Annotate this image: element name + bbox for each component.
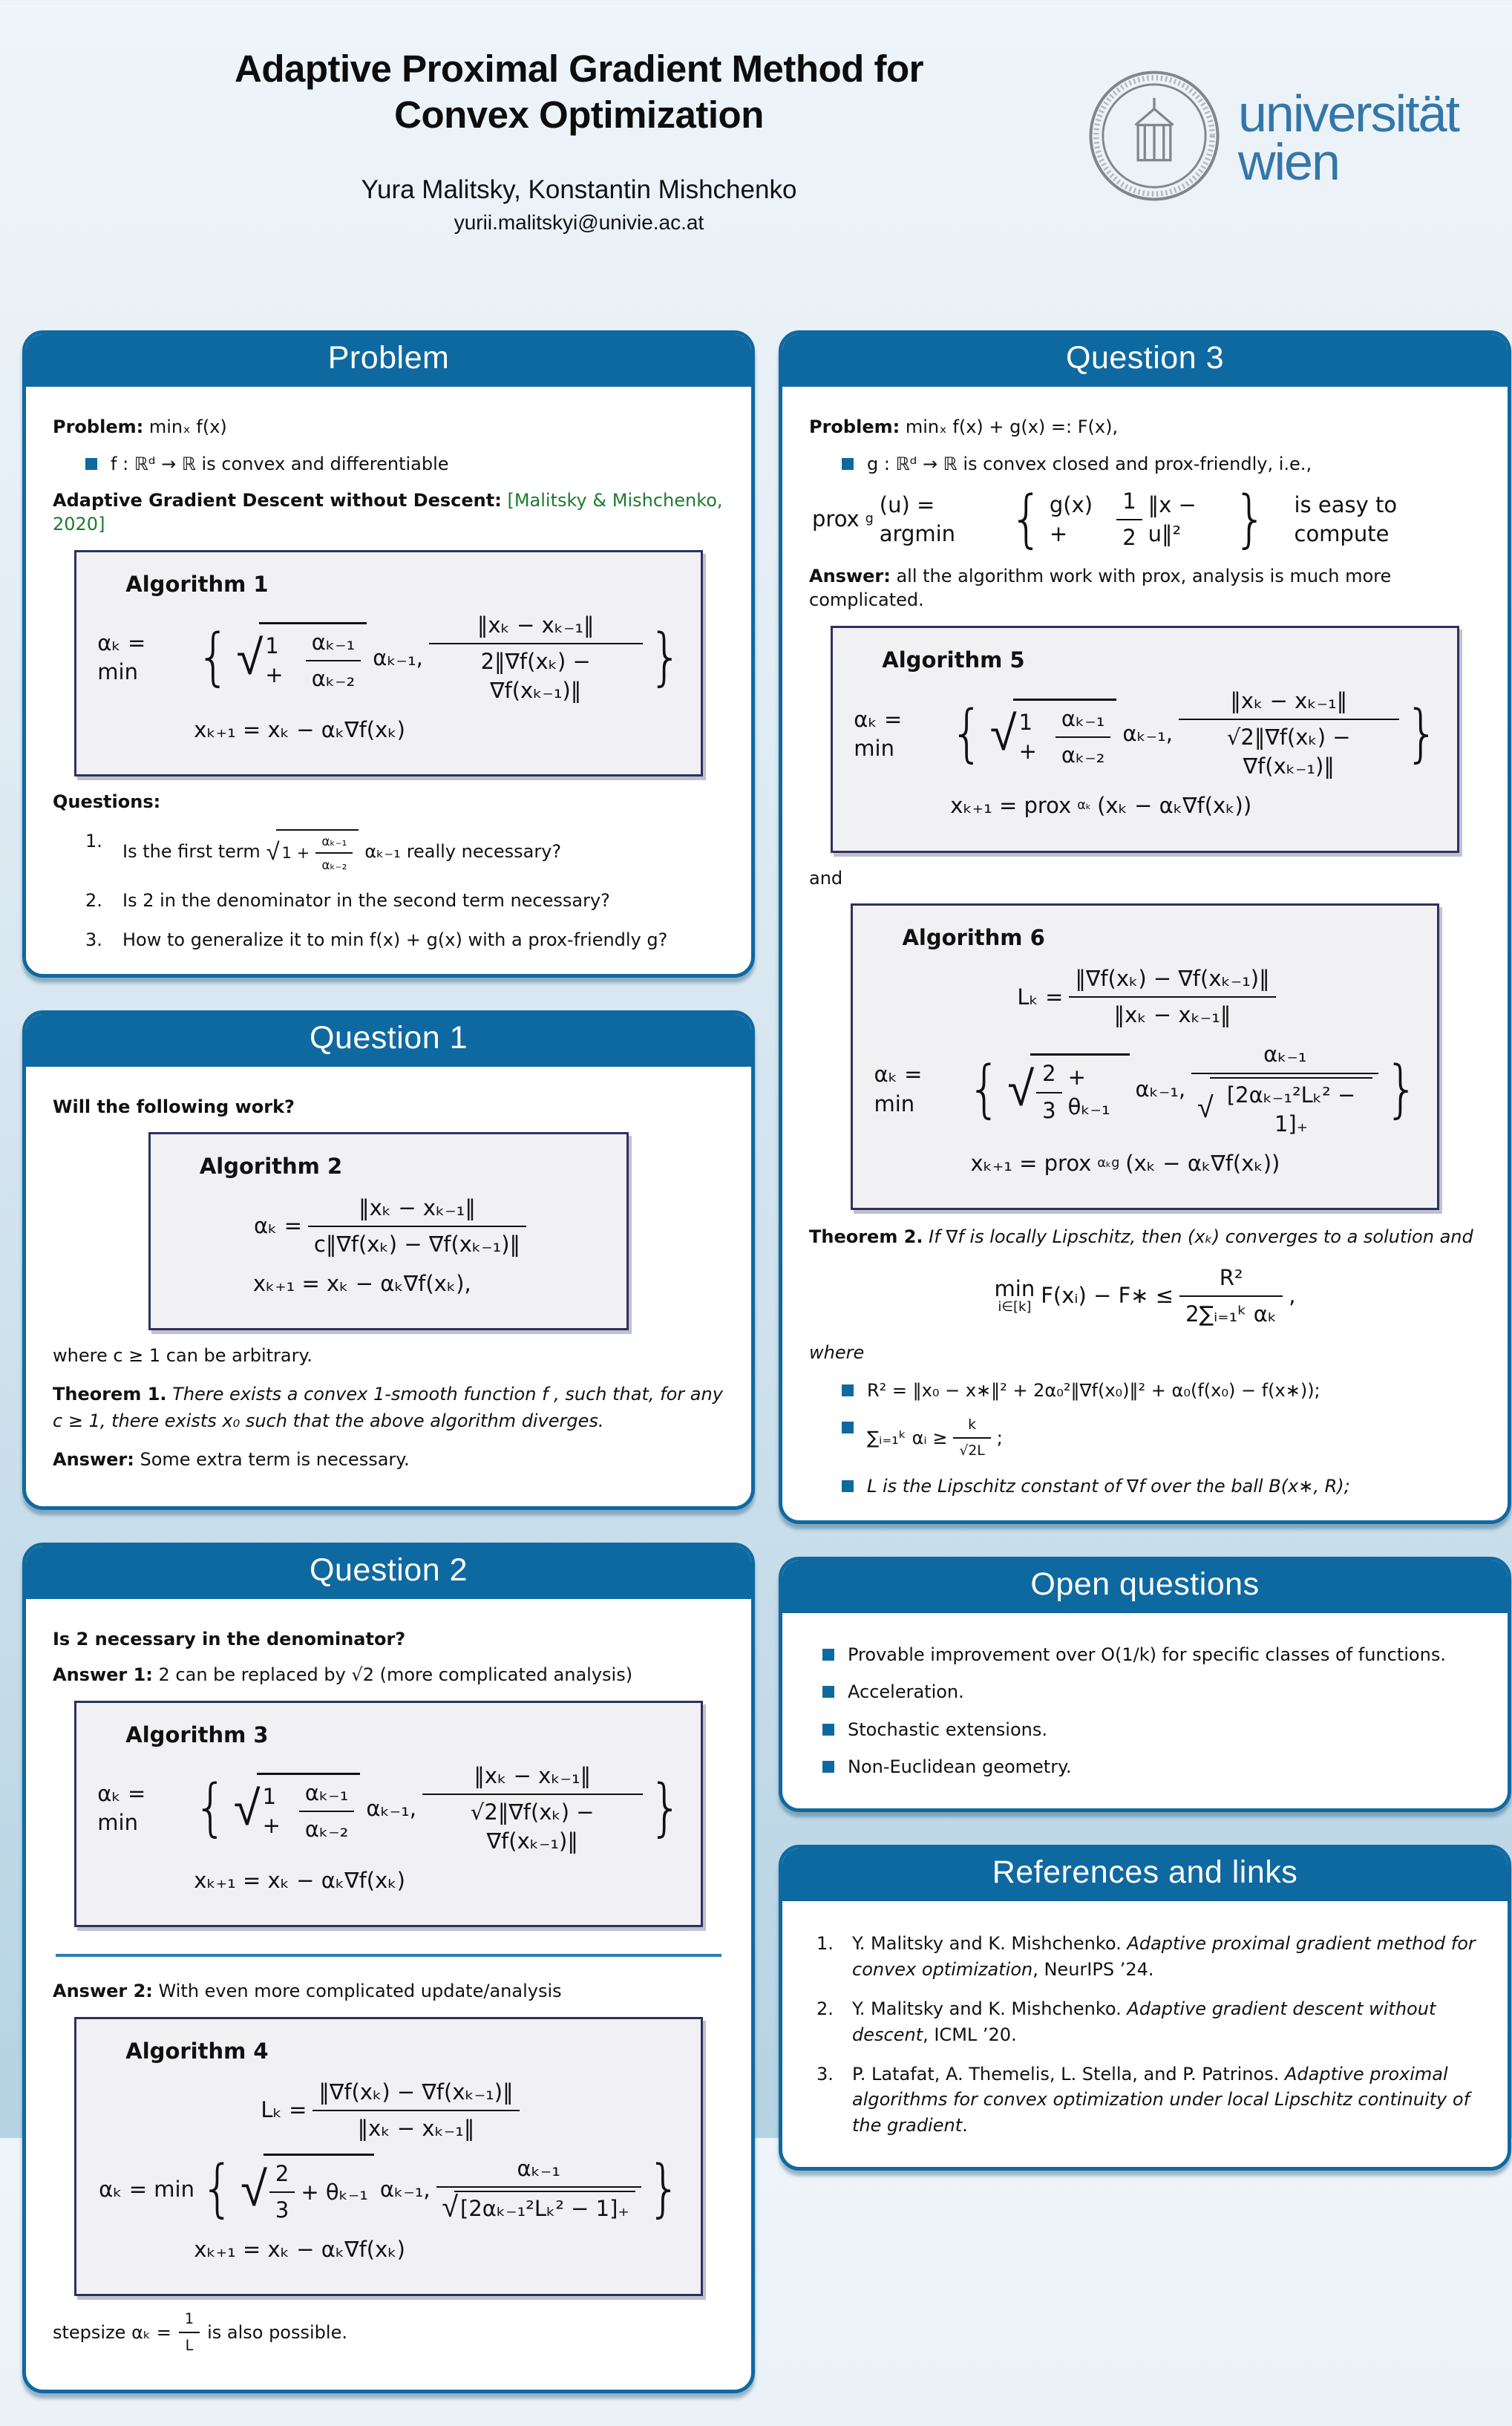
university-wordmark (1237, 85, 1459, 191)
fraction: $\frac{k}{√2L}$ (953, 1416, 990, 1461)
fraction: $\frac{\text{αₖ₋₁}}{\text{αₖ₋₂}}$ (306, 628, 361, 693)
sqrt-radical: √ 1 + $\frac{\text{αₖ₋₁}}{\text{αₖ₋₂}}$ (266, 829, 359, 874)
poster-columns (0, 330, 1512, 2426)
fraction: $\frac{1}{L}$ (179, 2309, 200, 2355)
question3-panel-title: Question 3 (782, 334, 1508, 387)
algorithm4-box (74, 2017, 702, 2297)
algorithm3-name: Algorithm 3 (125, 1722, 269, 1747)
sqrt-sign: √ (233, 1779, 261, 1837)
sqrt-radical: √ [2αₖ₋₁²Lₖ² − 1]₊ (1197, 1077, 1372, 1139)
sqrt-radical: √ 1 + $\frac{\text{αₖ₋₁}}{\text{αₖ₋₂}}$ (234, 1773, 361, 1844)
algorithm4-name: Algorithm 4 (125, 2038, 269, 2064)
sqrt-sign: √ (1007, 1060, 1035, 1117)
question2-panel-title: Question 2 (26, 1546, 751, 1599)
algorithm2-box (148, 1132, 629, 1330)
header-text-block (104, 46, 1054, 235)
question1-panel-title: Question 1 (26, 1014, 751, 1067)
algorithm2-eq1: αₖ = $\frac{\text{‖xₖ − xₖ₋₁‖}}{\text{c‖∇f(xₖ) − ∇f(xₖ₋₁)‖}}$ (171, 1194, 609, 1259)
problem-statement (53, 415, 724, 439)
algorithm4-eq1: Lₖ = $\frac{\text{‖∇f(xₖ) − ∇f(xₖ₋₁)‖}}{\text{‖xₖ − xₖ₋₁‖}}$ (97, 2078, 682, 2143)
question-item-2: 2. Is 2 in the denominator in the second term necessary? (85, 890, 610, 912)
algorithm5-name: Algorithm 5 (882, 647, 1025, 673)
poster-title-line1: Adaptive Proximal Gradient Method for (235, 48, 923, 90)
right-column (779, 330, 1511, 2203)
question-item-1: 1. Is the first term √ 1 + $\frac{\text{αₖ₋₁}}{\text{αₖ₋₂}}$ αₖ₋₁ really necessary? (85, 830, 562, 873)
reference-item-1: 1. Y. Malitsky and K. Mishchenko. Adaptive proximal gradient method for convex optimization, NeurIPS ’24. (816, 1933, 1476, 1981)
reference-item-3: 3. P. Latafat, A. Themelis, L. Stella, and P. Patrinos. Adaptive proximal algorithms for convex optimization under local Lipschitz continuity of the gradient. (816, 2063, 1470, 2136)
algorithm5-box (831, 626, 1459, 853)
min-operator: min i∈[k] (994, 1276, 1035, 1315)
sqrt-sign: √ (266, 837, 280, 866)
sqrt-sign: √ (240, 2160, 267, 2217)
wordmark-line1: universität (1237, 85, 1459, 143)
q1-where: where c ≥ 1 can be arbitrary. (53, 1344, 312, 1366)
wordmark-line2: wien (1237, 132, 1339, 191)
theorem2-bound-eq: min i∈[k] F(xᵢ) − F∗ ≤ $\frac{\text{R²}}{\text{2∑ᵢ₌₁ᵏ αₖ}}$ , (812, 1263, 1478, 1329)
references-title: References and links (782, 1848, 1508, 1901)
question2-panel-body (26, 1599, 751, 2390)
sqrt-radical: √ [2αₖ₋₁²Lₖ² − 1]₊ (442, 2191, 635, 2223)
question1-panel (22, 1010, 755, 1510)
question-item-3: 3. How to generalize it to min f(x) + g(x) with a prox-friendly g? (85, 929, 668, 950)
fraction: $\frac{\text{‖xₖ − xₖ₋₁‖}}{\text{2‖∇f(xₖ) − ∇f(xₖ₋₁)‖}}$ (429, 611, 643, 705)
problem-label: Problem: (53, 416, 144, 437)
prox-definition-eq: prox g (u) = argmin { g(x) + $\frac{1}{2}$ ‖x − u‖² } is easy to compute (812, 483, 1398, 556)
sqrt-sign: √ (236, 629, 264, 686)
bullet-square-icon (842, 1422, 854, 1433)
poster-header (0, 0, 1512, 330)
algorithm5-eq1: αₖ = min { √ 1 + $\frac{\text{αₖ₋₁}}{\text{αₖ₋₂}}$ αₖ₋₁, $\frac{\text{‖xₖ − xₖ₋₁‖}}{\text{√2‖∇f(xₖ) − ∇f(xₖ₋₁)‖}}$ } (854, 687, 1439, 781)
sqrt-radical: √ 1 + $\frac{\text{αₖ₋₁}}{\text{αₖ₋₂}}$ (990, 699, 1117, 770)
stepsize-note: stepsize αₖ = $\frac{1}{L}$ is also possible. (53, 2310, 347, 2355)
theorem2-label: Theorem 2. (809, 1226, 923, 1247)
q1-intro: Will the following work? (53, 1096, 295, 1118)
poster-authors: Yura Malitsky, Konstantin Mishchenko (361, 175, 797, 205)
fraction: αₖ₋₁ √ [2αₖ₋₁²Lₖ² − 1]₊ (436, 2154, 641, 2224)
algorithm2-eq2: xₖ₊₁ = xₖ − αₖ∇f(xₖ), (252, 1270, 471, 1296)
sqrt-content: 1 + (265, 633, 284, 688)
problem-objective: minₓ f(x) (148, 416, 227, 437)
theorem2-text: If ∇f is locally Lipschitz, then (xₖ) converges to a solution and (929, 1226, 1473, 1247)
problem-bullet (85, 452, 724, 476)
algorithm1-box (74, 550, 702, 777)
open-question-item: Stochastic extensions. (822, 1718, 1481, 1742)
q3-bullet: g : ℝᵈ → ℝ is convex closed and prox-friendly, i.e., (842, 452, 1481, 476)
problem-panel-title: Problem (26, 334, 751, 387)
bullet-square-icon (822, 1649, 834, 1661)
eq-lhs: αₖ = min (97, 630, 146, 685)
q2-answer1: Answer 1: 2 can be replaced by √2 (more complicated analysis) (53, 1664, 633, 1686)
algorithm1-name: Algorithm 1 (125, 571, 269, 597)
question3-panel (779, 330, 1511, 1524)
algorithm1-eq1: αₖ = min { √ 1 + $\frac{\text{αₖ₋₁}}{\text{αₖ₋₂}}$ αₖ₋₁, $\frac{\text{‖xₖ − xₖ₋₁‖}}{\text{2‖∇f(xₖ) − ∇f(xₖ₋₁)‖}}$ } (97, 611, 682, 705)
algorithm3-eq2: xₖ₊₁ = xₖ − αₖ∇f(xₖ) (194, 1868, 405, 1894)
bullet-square-icon (85, 458, 97, 470)
subscript: αₖ (1077, 798, 1092, 814)
theorem1 (53, 1381, 724, 1434)
poster-title (104, 46, 1054, 138)
thm2-bullet-3: L is the Lipschitz constant of ∇f over the ball B(x∗, R); (842, 1474, 1481, 1498)
algorithm6-eq3: xₖ₊₁ = prox αₖg (xₖ − αₖ∇f(xₖ)) (970, 1150, 1280, 1176)
algorithm3-box (74, 1701, 702, 1928)
fraction: $\frac{\text{‖xₖ − xₖ₋₁‖}}{\text{c‖∇f(xₖ) − ∇f(xₖ₋₁)‖}}$ (308, 1194, 526, 1259)
poster-title-line2: Convex Optimization (394, 94, 764, 137)
bullet-square-icon (842, 1384, 854, 1396)
theorem1-text: There exists a convex 1-smooth function f , such that, for any c ≥ 1, there exists x₀ such that the above algorithm diverges. (53, 1384, 723, 1432)
sqrt-radical: √ $\frac{2}{3}$ + θₖ₋₁ (240, 2154, 374, 2225)
fraction: $\frac{\text{αₖ₋₁}}{\text{αₖ₋₂}}$ (1056, 704, 1110, 770)
open-question-item: Acceleration. (822, 1680, 1481, 1704)
problem-panel (22, 330, 755, 978)
agd-line (53, 488, 724, 537)
open-question-item: Provable improvement over O(1/k) for specific classes of functions. (822, 1643, 1481, 1667)
agd-citation: [Malitsky & Mishchenko, 2020] (53, 489, 723, 535)
q3-answer: Answer: all the algorithm work with prox, analysis is much more complicated. (809, 566, 1392, 611)
problem-bullet-text: f : ℝᵈ → ℝ is convex and differentiable (111, 454, 449, 475)
left-column (22, 330, 755, 2426)
theorem2 (809, 1223, 1481, 1250)
algorithm3-eq1: αₖ = min { √ 1 + $\frac{\text{αₖ₋₁}}{\text{αₖ₋₂}}$ αₖ₋₁, $\frac{\text{‖xₖ − xₖ₋₁‖}}{\text{√2‖∇f(xₖ) − ∇f(xₖ₋₁)‖}}$ } (97, 1762, 682, 1856)
algorithm6-eq2: αₖ = min { √ $\frac{2}{3}$ + θₖ₋₁ αₖ₋₁, αₖ₋₁ √ [2αₖ₋₁²Lₖ² − 1]₊ } (874, 1040, 1418, 1138)
open-questions-panel (779, 1557, 1511, 1813)
algorithm5-eq2: xₖ₊₁ = prox αₖ (xₖ − αₖ∇f(xₖ)) (950, 793, 1252, 819)
theorem1-label: Theorem 1. (53, 1384, 167, 1405)
q1-answer: Answer: Some extra term is necessary. (53, 1449, 410, 1471)
where-label: where (809, 1342, 865, 1364)
bullet-square-icon (822, 1724, 834, 1736)
algorithm4-eq3: xₖ₊₁ = xₖ − αₖ∇f(xₖ) (194, 2237, 405, 2263)
problem-panel-body (26, 387, 751, 974)
poster-email: yurii.malitskyi@univie.ac.at (454, 211, 704, 235)
thm2-bullet-2: ∑ᵢ₌₁ᵏ αᵢ ≥ $\frac{k}{√2L}$ ; (842, 1416, 1481, 1461)
open-questions-body (782, 1613, 1508, 1809)
sqrt-radical (236, 622, 367, 693)
bullet-square-icon (842, 458, 854, 470)
and-connector: and (809, 867, 843, 889)
q2-intro: Is 2 necessary in the denominator? (53, 1628, 406, 1650)
university-seal-icon (1087, 68, 1222, 207)
bullet-square-icon (822, 1761, 834, 1773)
agd-label: Adaptive Gradient Descent without Descent: (53, 489, 502, 511)
fraction: $\frac{\text{αₖ₋₁}}{\text{αₖ₋₂}}$ (315, 833, 353, 874)
open-questions-title: Open questions (782, 1560, 1508, 1613)
algorithm4-eq2: αₖ = min { √ $\frac{2}{3}$ + θₖ₋₁ αₖ₋₁, αₖ₋₁ √ [2αₖ₋₁²Lₖ² − 1]₊ } (99, 2153, 681, 2226)
sqrt-sign: √ (442, 2190, 459, 2224)
question2-panel (22, 1543, 755, 2394)
fraction: $\frac{1}{2}$ (1116, 487, 1142, 552)
algorithm1-eq2: xₖ₊₁ = xₖ − αₖ∇f(xₖ) (194, 717, 405, 743)
questions-label: Questions: (53, 791, 161, 813)
fraction: $\frac{2}{3}$ (1036, 1059, 1061, 1125)
eq-mid: αₖ₋₁, (373, 644, 423, 670)
fraction: αₖ₋₁ √ [2αₖ₋₁²Lₖ² − 1]₊ (1191, 1040, 1378, 1138)
subscript: g (865, 511, 874, 527)
sqrt-radical: √ $\frac{2}{3}$ + θₖ₋₁ (1007, 1053, 1129, 1125)
thm2-bullet-1: R² = ‖x₀ − x∗‖² + 2α₀²‖∇f(x₀)‖² + α₀(f(x₀) − f(x∗)); (842, 1379, 1481, 1402)
fraction: $\frac{\text{‖xₖ − xₖ₋₁‖}}{\text{√2‖∇f(xₖ) − ∇f(xₖ₋₁)‖}}$ (422, 1762, 643, 1856)
sqrt-sign: √ (1197, 1091, 1214, 1125)
fraction: $\frac{\text{αₖ₋₁}}{\text{αₖ₋₂}}$ (299, 1779, 354, 1844)
algorithm6-eq1: Lₖ = $\frac{\text{‖∇f(xₖ) − ∇f(xₖ₋₁)‖}}{\text{‖xₖ − xₖ₋₁‖}}$ (874, 964, 1418, 1030)
open-question-item: Non-Euclidean geometry. (822, 1755, 1481, 1779)
algorithm6-name: Algorithm 6 (902, 924, 1045, 950)
bullet-square-icon (822, 1686, 834, 1698)
fraction: $\frac{\text{‖xₖ − xₖ₋₁‖}}{\text{√2‖∇f(xₖ) − ∇f(xₖ₋₁)‖}}$ (1179, 687, 1399, 781)
fraction: $\frac{\text{‖∇f(xₖ) − ∇f(xₖ₋₁)‖}}{\text{‖xₖ − xₖ₋₁‖}}$ (312, 2078, 519, 2143)
references-panel (779, 1845, 1511, 2171)
fraction: $\frac{\text{‖∇f(xₖ) − ∇f(xₖ₋₁)‖}}{\text{‖xₖ − xₖ₋₁‖}}$ (1069, 964, 1275, 1030)
bullet-square-icon (842, 1480, 854, 1492)
subscript: αₖg (1097, 1155, 1120, 1171)
q2-answer2: Answer 2: With even more complicated update/analysis (53, 1981, 562, 2002)
algorithm2-name: Algorithm 2 (199, 1154, 343, 1180)
university-logo (1087, 68, 1459, 207)
divider (56, 1954, 721, 1957)
q3-statement: Problem: minₓ f(x) + g(x) =: F(x), (809, 416, 1119, 437)
sqrt-sign: √ (989, 705, 1017, 762)
question3-panel-body (782, 387, 1508, 1520)
question1-panel-body (26, 1067, 751, 1506)
fraction: $\frac{2}{3}$ (269, 2159, 295, 2225)
algorithm6-box (851, 903, 1439, 1210)
references-body (782, 1901, 1508, 2167)
fraction: $\frac{\text{R²}}{\text{2∑ᵢ₌₁ᵏ αₖ}}$ (1179, 1263, 1283, 1329)
reference-item-2: 2. Y. Malitsky and K. Mishchenko. Adaptive gradient descent without descent, ICML ’20. (816, 1998, 1436, 2045)
